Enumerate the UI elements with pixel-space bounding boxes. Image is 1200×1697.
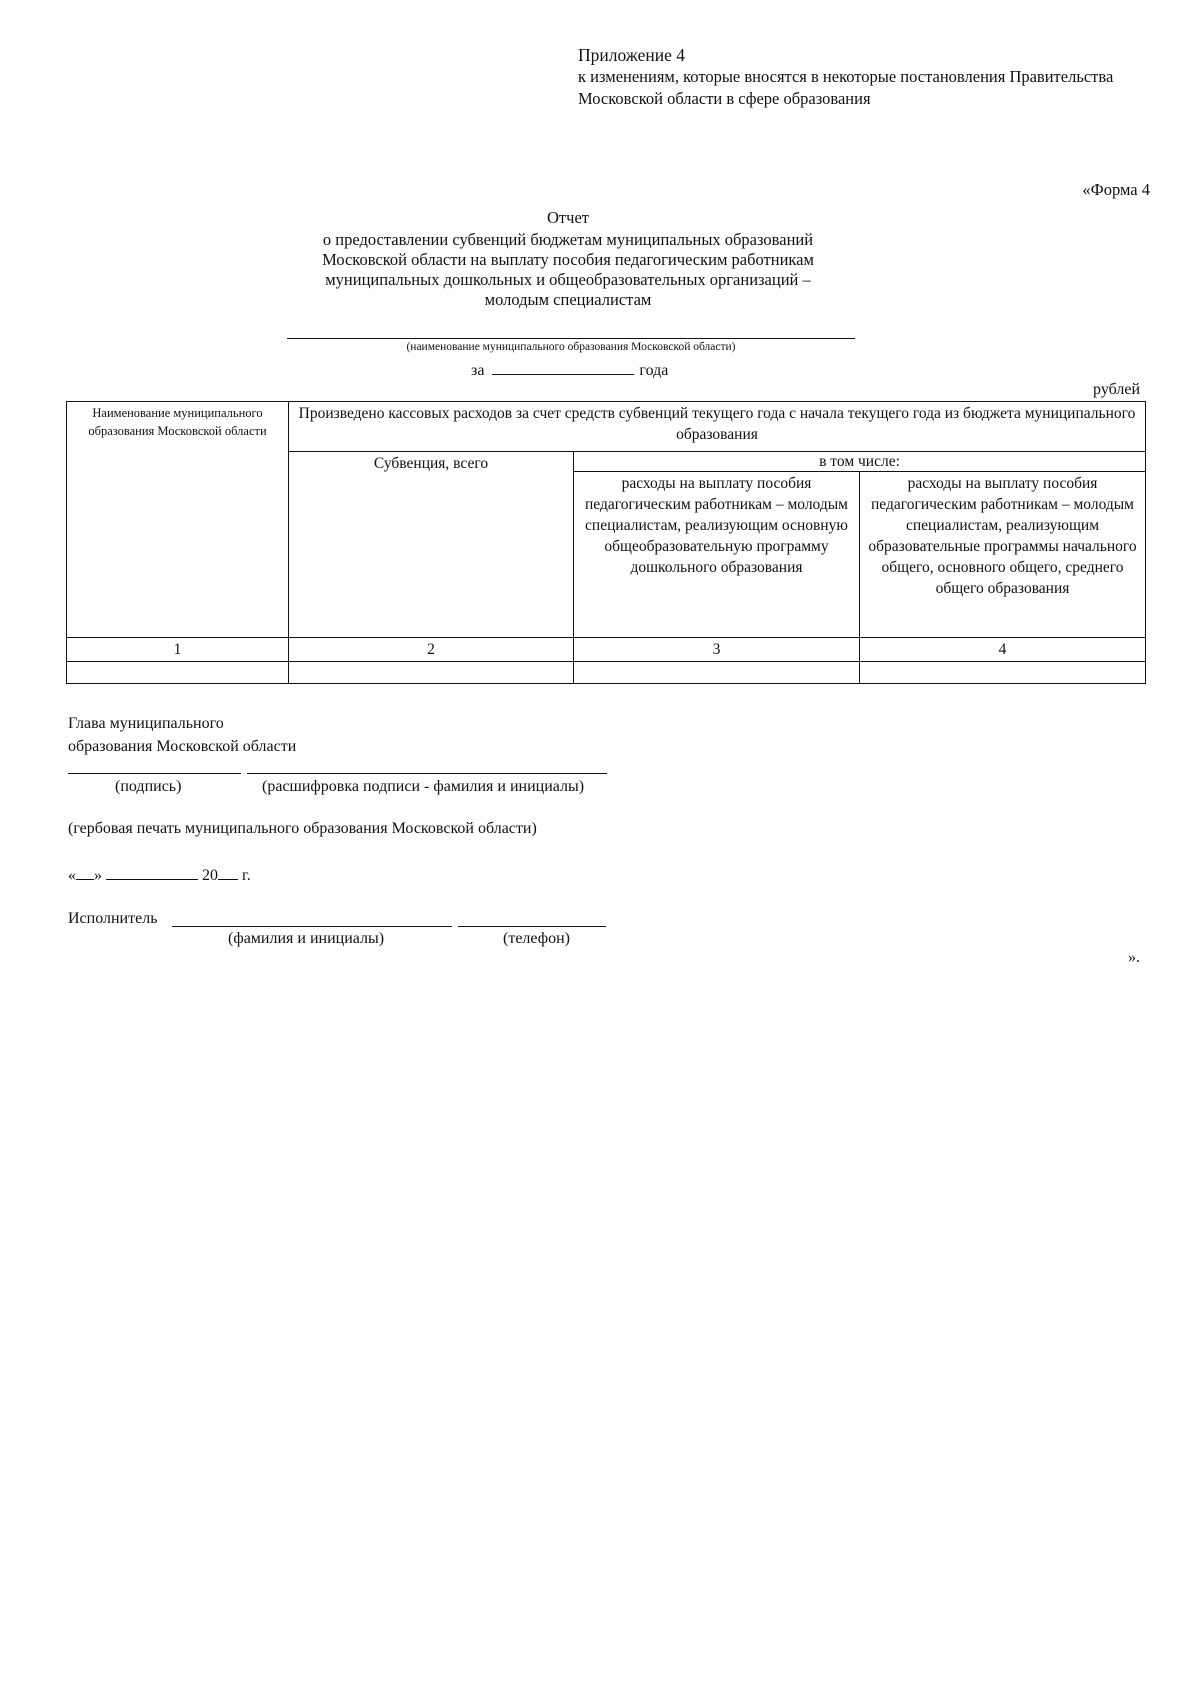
executor-label: Исполнитель (68, 910, 158, 927)
closing-quote: ». (1128, 949, 1140, 966)
report-title-line3: муниципальных дошкольных и общеобразовательных организаций – (325, 270, 811, 289)
signature-decode-line (247, 773, 607, 774)
signatory-title-line2: образования Московской области (68, 738, 297, 755)
report-title-line4: молодым специалистам (484, 290, 652, 309)
date-quote-open: « (68, 867, 76, 884)
executor-phone-line (458, 926, 606, 927)
appendix-desc-line1: к изменениям, которые вносятся в некоторые постановления Правительства (578, 67, 1114, 86)
col2-header: Субвенция, всего (289, 452, 574, 638)
table-row (67, 662, 1146, 684)
period-blank (492, 360, 634, 375)
col3-header: расходы на выплату пособия педагогическим работникам – молодым специалистам, реализующим основную общеобразовательную программу дошкольного образования (574, 472, 860, 638)
col-number-4: 4 (860, 638, 1146, 662)
sub-header: в том числе: (574, 452, 1146, 472)
municipality-blank-line (287, 338, 855, 339)
report-title (268, 208, 868, 310)
date-line (68, 866, 251, 885)
data-cell-1 (67, 662, 289, 684)
executor-name-line (172, 926, 452, 927)
date-suffix: г. (242, 867, 251, 884)
signatory-title-line1: Глава муниципального (68, 715, 224, 732)
appendix-header (578, 44, 1113, 110)
appendix-number: Приложение 4 (578, 45, 686, 65)
data-cell-4 (860, 662, 1146, 684)
signature-caption: (подпись) (115, 778, 182, 795)
month-blank (106, 866, 198, 880)
municipality-caption: (наименование муниципального образования Московской области) (406, 341, 736, 353)
appendix-desc-line2: Московской области в сфере образования (578, 89, 871, 108)
period-prefix: за (471, 362, 485, 379)
seal-note: (гербовая печать муниципального образования Московской области) (68, 820, 537, 837)
data-cell-2 (289, 662, 574, 684)
day-blank (76, 866, 94, 880)
data-cell-3 (574, 662, 860, 684)
report-table (66, 401, 1146, 684)
report-title-line2: Московской области на выплату пособия педагогическим работникам (322, 250, 814, 269)
executor-phone-caption: (телефон) (503, 930, 570, 947)
year-blank (218, 866, 238, 880)
signature-decode-caption: (расшифровка подписи - фамилия и инициалы) (262, 778, 585, 795)
report-title-line1: о предоставлении субвенций бюджетам муниципальных образований (322, 230, 814, 249)
col-number-3: 3 (574, 638, 860, 662)
column-numbers-row (67, 638, 1146, 662)
report-heading: Отчет (547, 208, 589, 227)
signatory-title (68, 712, 296, 758)
form-label: «Форма 4 (1082, 180, 1150, 199)
col-number-1: 1 (67, 638, 289, 662)
signature-line (68, 773, 241, 774)
date-quote-close: » (94, 867, 102, 884)
units-label: рублей (1093, 381, 1140, 398)
col1-header: Наименование муниципального образования Московской области (67, 402, 289, 638)
period-suffix: года (639, 362, 669, 379)
col-number-2: 2 (289, 638, 574, 662)
spanning-header: Произведено кассовых расходов за счет средств субвенций текущего года с начала текущего года из бюджета муниципального образования (289, 402, 1146, 452)
col4-header: расходы на выплату пособия педагогическим работникам – молодым специалистам, реализующим образовательные программы начального общего, основного общего, среднего общего образования (860, 472, 1146, 638)
date-year: 20 (202, 867, 218, 884)
report-period (471, 360, 668, 380)
executor-name-caption: (фамилия и инициалы) (228, 930, 385, 947)
